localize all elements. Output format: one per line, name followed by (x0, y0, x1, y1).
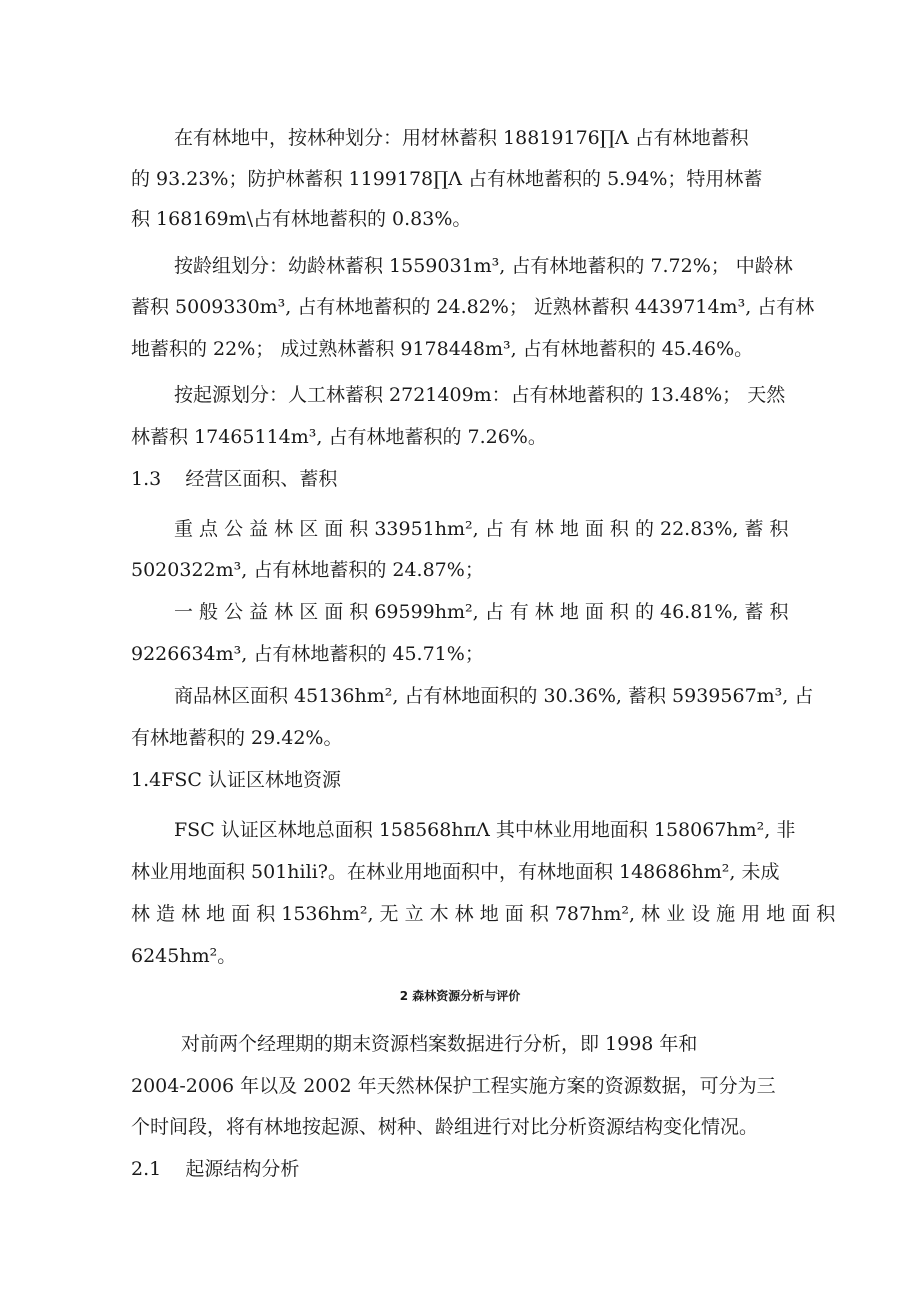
paragraph-line: 商品林区面积 45136hm², 占有林地面积的 30.36%, 蓄积 5939567m³, 占 (174, 685, 814, 707)
paragraph-line: 的 93.23%；防护林蓄积 1199178∏Λ 占有林地蓄积的 5.94%；特用林蓄 (131, 168, 763, 190)
section-heading-1-4: 1.4FSC 认证区林地资源 (131, 769, 341, 791)
paragraph-line: 积 168169m\占有林地蓄积的 0.83%。 (131, 208, 472, 230)
paragraph-line: 重 点 公 益 林 区 面 积 33951hm², 占 有 林 地 面 积 的 22.83%, 蓄 积 (174, 518, 789, 540)
section-heading-2-1: 2.1 起源结构分析 (131, 1158, 300, 1180)
paragraph-line: 6245hm²。 (131, 945, 237, 967)
paragraph-line: 2004-2006 年以及 2002 年天然林保护工程实施方案的资源数据，可分为三 (131, 1075, 776, 1097)
paragraph-line: 有林地蓄积的 29.42%。 (131, 727, 343, 749)
paragraph-line: 按起源划分：人工林蓄积 2721409m：占有林地蓄积的 13.48%； 天然 (174, 384, 786, 406)
section-heading-1-3: 1.3 经营区面积、蓄积 (131, 468, 338, 490)
paragraph-line: 对前两个经理期的期末资源档案数据进行分析，即 1998 年和 (181, 1033, 698, 1055)
chapter-heading-2: 2 森林资源分析与评价 (399, 989, 521, 1003)
paragraph-line: 个时间段，将有林地按起源、树种、龄组进行对比分析资源结构变化情况。 (131, 1116, 759, 1138)
paragraph-line: FSC 认证区林地总面积 158568hπΛ 其中林业用地面积 158067hm², 非 (174, 819, 796, 841)
paragraph-line: 蓄积 5009330m³, 占有林地蓄积的 24.82%； 近熟林蓄积 4439714m³, 占有林 (131, 296, 815, 318)
paragraph-line: 地蓄积的 22%； 成过熟林蓄积 9178448m³, 占有林地蓄积的 45.46%。 (131, 338, 754, 360)
paragraph-line: 5020322m³, 占有林地蓄积的 24.87%； (131, 559, 484, 581)
paragraph-line: 按龄组划分：幼龄林蓄积 1559031m³, 占有林地蓄积的 7.72%； 中龄林 (174, 255, 793, 277)
paragraph-line: 林 造 林 地 面 积 1536hm², 无 立 木 林 地 面 积 787hm², 林 业 设 施 用 地 面 积 (131, 903, 836, 925)
paragraph-line: 在有林地中，按林种划分：用材林蓄积 18819176∏Λ 占有林地蓄积 (174, 127, 749, 149)
paragraph-line: 林业用地面积 501hili?。在林业用地面积中，有林地面积 148686hm², 未成 (131, 861, 780, 883)
paragraph-line: 9226634m³, 占有林地蓄积的 45.71%； (131, 643, 484, 665)
paragraph-line: 林蓄积 17465114m³, 占有林地蓄积的 7.26%。 (131, 426, 547, 448)
paragraph-line: 一 般 公 益 林 区 面 积 69599hm², 占 有 林 地 面 积 的 46.81%, 蓄 积 (174, 601, 789, 623)
